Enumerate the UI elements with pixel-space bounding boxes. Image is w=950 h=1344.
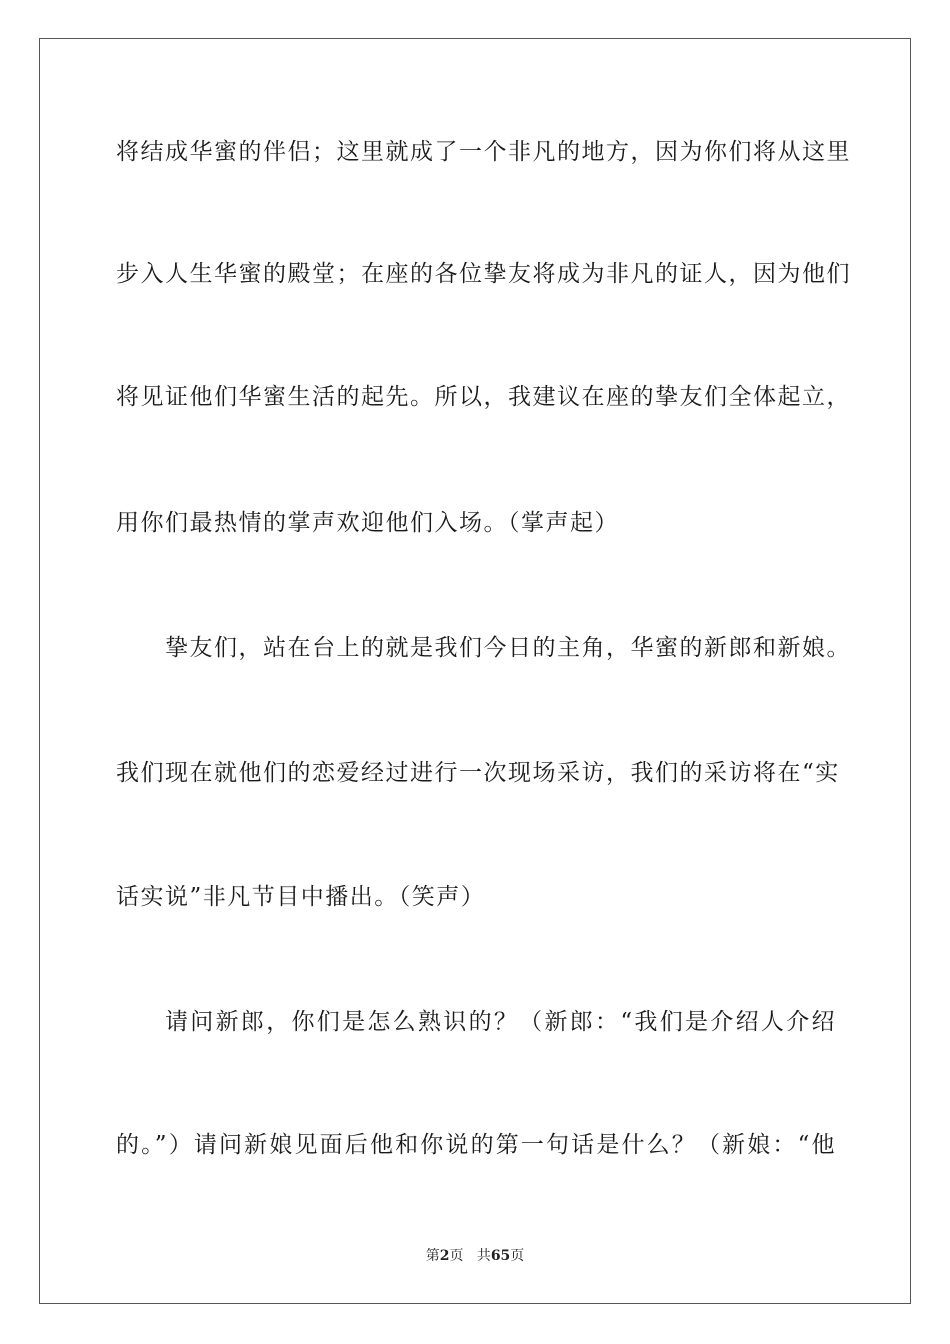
page-number: 2 bbox=[439, 1248, 450, 1264]
paragraph-line-4: 用你们最热情的掌声欢迎他们入场。（掌声起） bbox=[116, 510, 619, 536]
page-prefix: 第 bbox=[425, 1248, 440, 1264]
paragraph-line-5: 挚友们，站在台上的就是我们今日的主角，华蜜的新郎和新娘。 bbox=[165, 635, 851, 661]
paragraph-line-3: 将见证他们华蜜生活的起先。所以，我建议在座的挚友们全体起立， bbox=[116, 384, 851, 410]
paragraph-line-8: 请问新郎，你们是怎么熟识的？（新郎：“我们是介绍人介绍 bbox=[165, 1009, 836, 1035]
page-suffix: 页 bbox=[449, 1248, 464, 1264]
paragraph-line-7: 话实说”非凡节目中播出。（笑声） bbox=[116, 884, 486, 910]
paragraph-line-9: 的。”）请问新娘见面后他和你说的第一句话是什么？（新娘：“他 bbox=[116, 1132, 836, 1158]
total-prefix: 共 bbox=[476, 1248, 491, 1264]
paragraph-line-6: 我们现在就他们的恋爱经过进行一次现场采访，我们的采访将在“实 bbox=[116, 760, 840, 786]
paragraph-line-1: 将结成华蜜的伴侣；这里就成了一个非凡的地方，因为你们将从这里 bbox=[116, 139, 851, 165]
page-border bbox=[39, 38, 911, 1304]
paragraph-line-2: 步入人生华蜜的殿堂；在座的各位挚友将成为非凡的证人，因为他们 bbox=[116, 261, 851, 287]
page-footer bbox=[0, 1246, 950, 1266]
total-suffix: 页 bbox=[510, 1248, 525, 1264]
total-pages: 65 bbox=[490, 1248, 511, 1264]
